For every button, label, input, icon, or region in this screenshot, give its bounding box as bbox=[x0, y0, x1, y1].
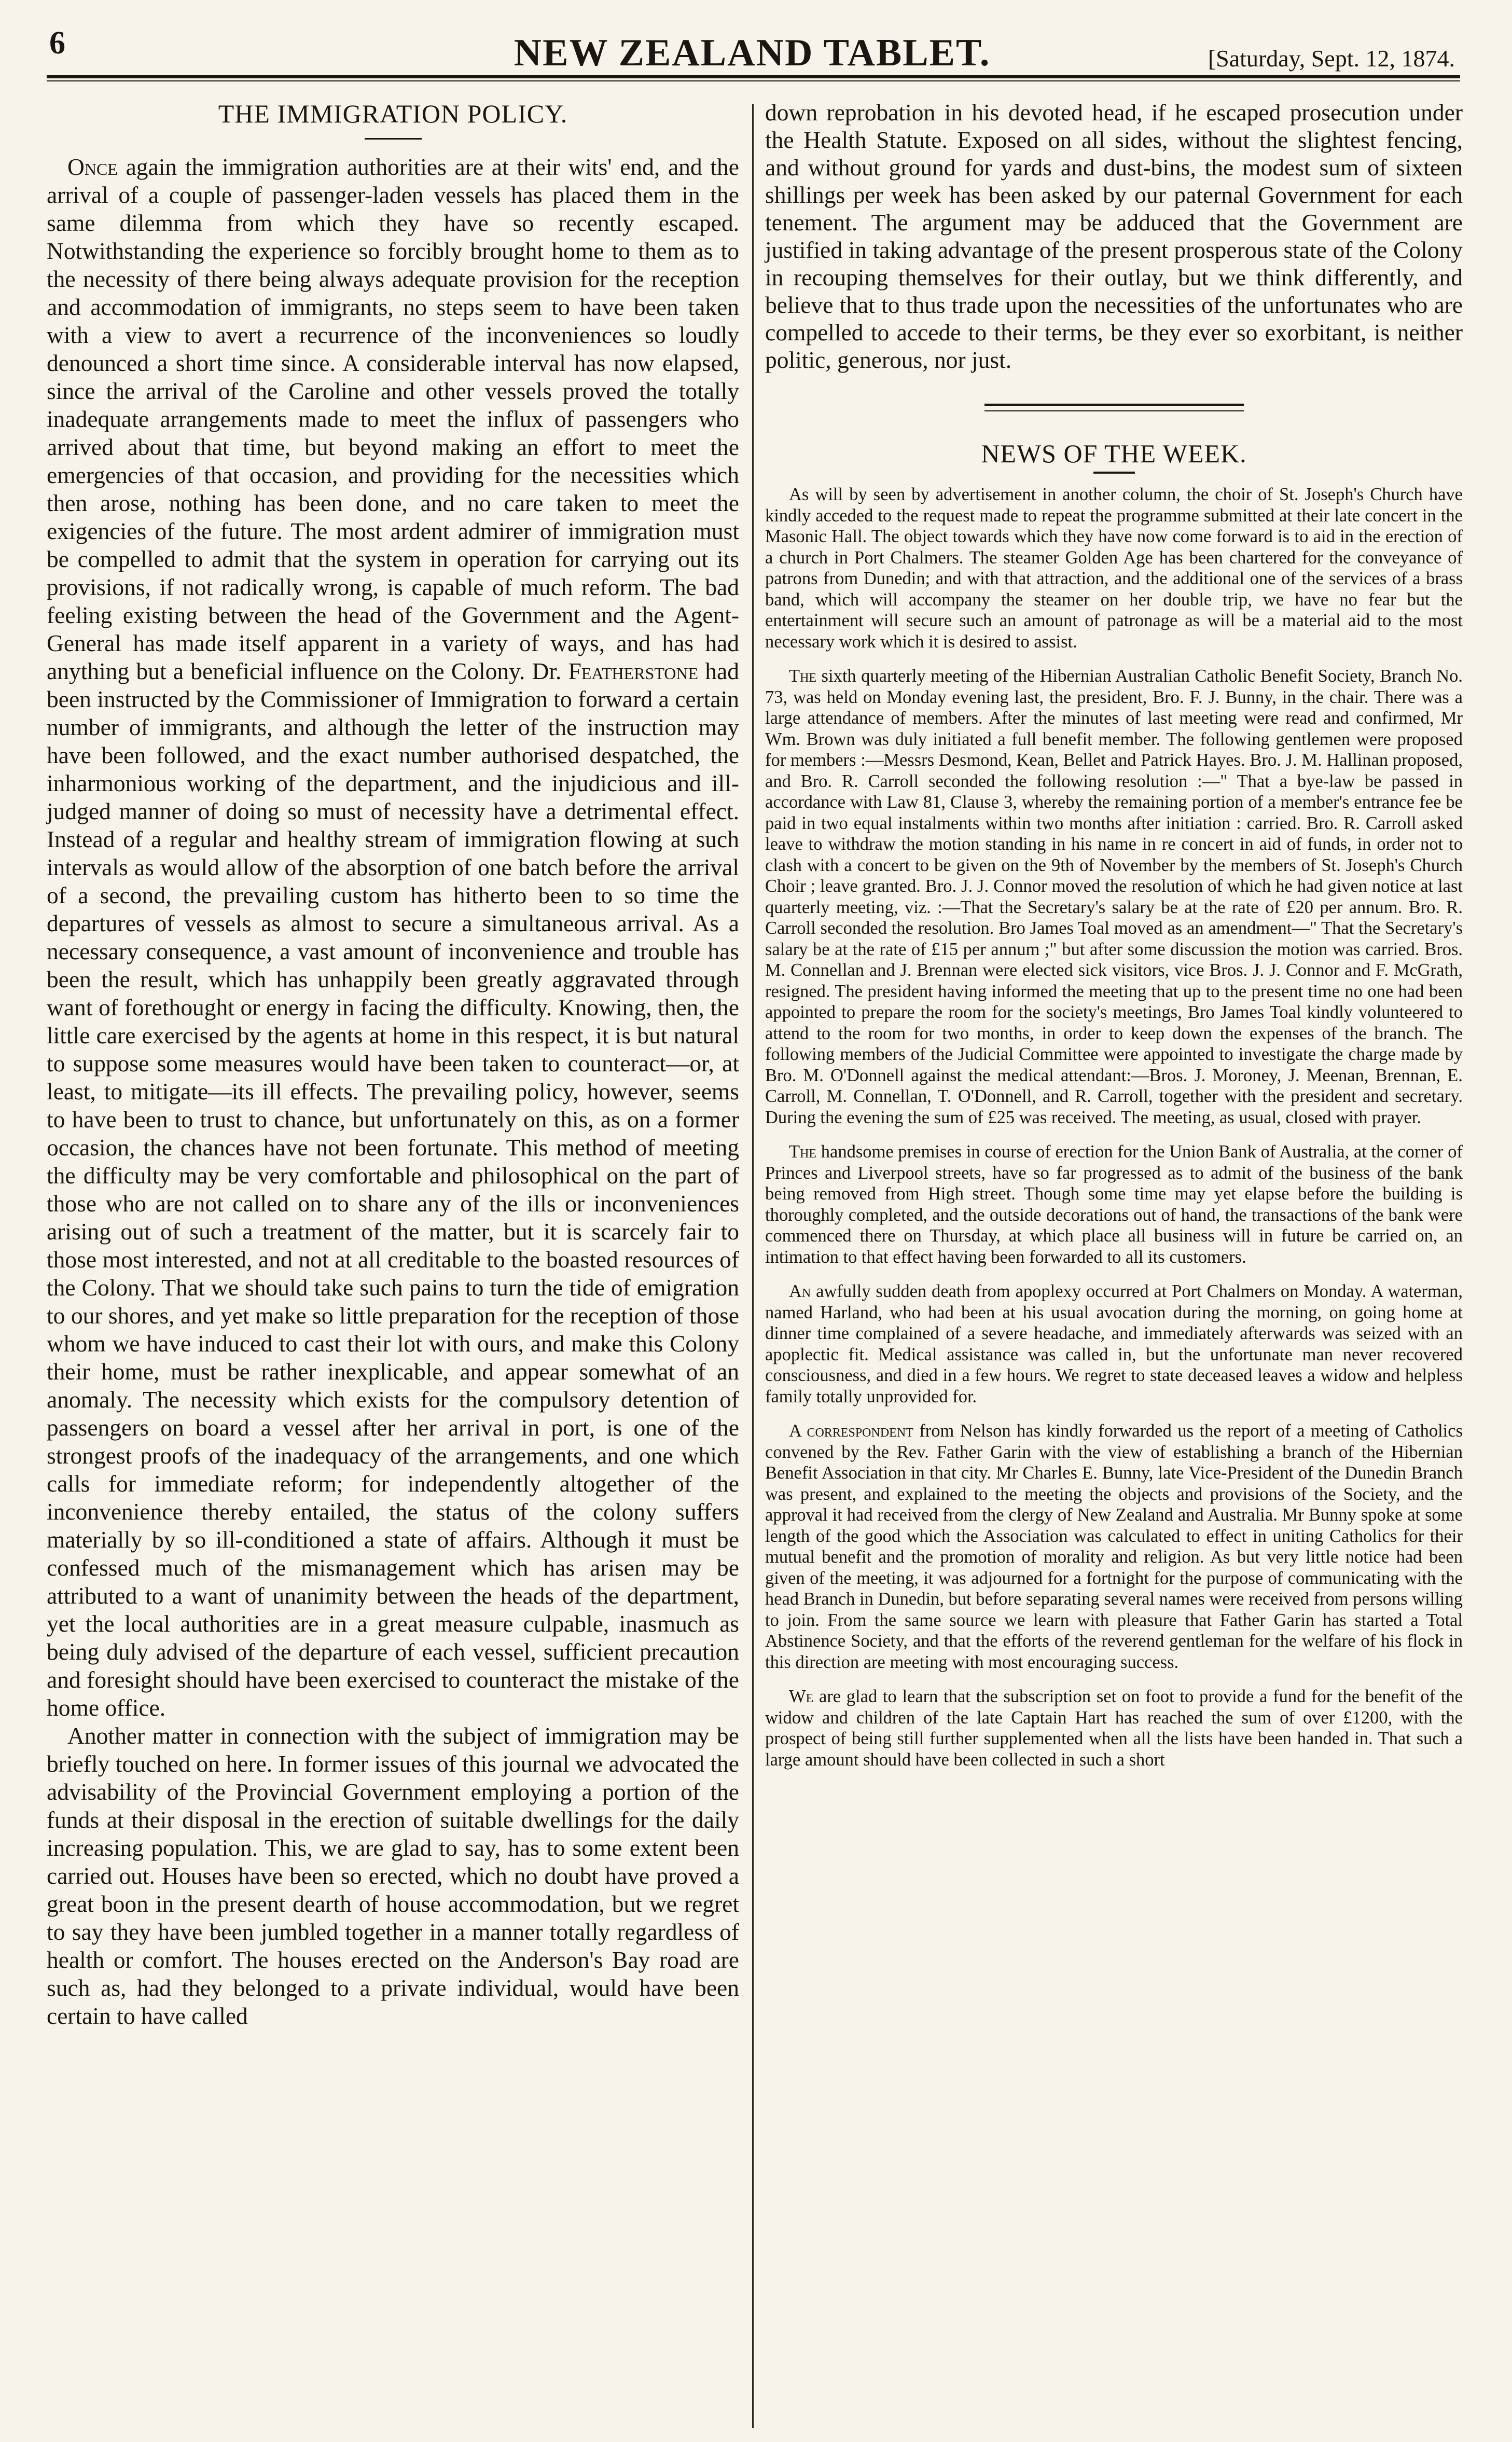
editorial-column bbox=[47, 99, 739, 2030]
news-item: We are glad to learn that the subscription set on foot to provide a fund for the benefit of the widow and children of the late Captain Hart has reached the sum of over £1200, with the prospect of being still further supplemented when all the lists have been handed in. That such a large amount should have been collected in such a short bbox=[765, 1687, 1463, 1770]
news-item: The handsome premises in course of erection for the Union Bank of Australia, at the corner of Princes and Liverpool streets, have so far progressed as to admit of the business of the bank being removed from High street. Though some time may yet elapse before the building is thoroughly completed, and the outside decorations out of hand, the transactions of the bank were commenced there on Thursday, at which place all business will in future be carried on, an intimation to that effect having been forwarded to all its customers. bbox=[765, 1142, 1463, 1267]
editorial-continuation-text: down reprobation in his devoted head, if he escaped prosecution under the Health Statute. Exposed on all sides, without the slightest fencing, and without ground for yards and dust-bins, the modest sum of sixteen shillings per week has been asked by our paternal Government for each tenement. The argument may be adduced that the Government are justified in taking advantage of the present prosperous state of the Colony in recouping themselves for their outlay, but we think differently, and believe that to thus trade upon the necessities of the unfortunates who are compelled to accede to their terms, be they ever so exorbitant, is neither politic, generous, nor just. bbox=[765, 99, 1463, 373]
masthead-rule-thin bbox=[47, 80, 1460, 81]
masthead bbox=[49, 25, 1455, 72]
editorial-continuation bbox=[765, 99, 1463, 374]
issue-date: [Saturday, Sept. 12, 1874. bbox=[1208, 45, 1455, 72]
drop-lead: Once bbox=[67, 154, 118, 180]
news-item: As will by seen by advertisement in another column, the choir of St. Joseph's Church have kindly acceded to the request made to repeat the programme submitted at their late concert in the Masonic Hall. The object towards which they have now come forward is to aid in the erection of a church in Port Chalmers. The steamer Golden Age has been chartered for the conveyance of patrons from Dunedin; and with that attraction, and the additional one of the services of a brass band, which will accompany the steamer on her double trip, we have no fear but the entertainment will secure such an amount of patronage as will be a material aid to the most necessary work which it is desired to assist. bbox=[765, 485, 1463, 652]
editorial-paragraph: Another matter in connection with the subject of immigration may be briefly touched on here. In former issues of this journal we advocated the advisability of the Provincial Government employing a portion of the funds at their disposal in the erection of suitable dwellings for the daily increasing population. This, we are glad to say, has to some extent been carried out. Houses have been so erected, which no doubt have proved a great boon in the present dearth of house accommodation, but we regret to say they have been jumbled together in a manner totally regardless of health or comfort. The houses erected on the Anderson's Bay road are such as, had they belonged to a private individual, would have been certain to have called bbox=[47, 1722, 739, 2029]
headline-rule bbox=[365, 138, 422, 140]
news-item: A correspondent from Nelson has kindly forwarded us the report of a meeting of Catholics convened by the Rev. Father Garin with the view of establishing a branch of the Hibernian Benefit Association in that city. Mr Charles E. Bunny, late Vice-President of the Dunedin Branch was present, and explained to the meeting the objects and provisions of the Society, and the approval it had received from the clergy of New Zealand and Australia. Mr Bunny spoke at some length of the good which the Association was calculated to effect in uniting Catholics for their mutual benefit and the promotion of morality and religion. As but very little notice had been given of the meeting, it was adjourned for a fortnight for the purpose of communicating with the head Branch in Dunedin, but before separating several names were received from persons willing to join. From the same source we learn with pleasure that Father Garin has started a Total Abstinence Society, and that the efforts of the reverend gentleman for the welfare of his flock in this direction are meeting with most encouraging success. bbox=[765, 1421, 1463, 1672]
editorial-paragraph: Once again the immigration authorities are at their wits' end, and the arrival of a couple of passenger-laden vessels has placed them in the same dilemma from which they have so recently escaped. Notwithstanding the experience so forcibly brought home to them as to the necessity of there being always adequate provision for the reception and accommodation of immigrants, no steps seem to have been taken with a view to avert a recurrence of the inconveniences so loudly denounced a short time since. A considerable interval has now elapsed, since the arrival of the Caroline and other vessels proved the totally inadequate arrangements made to meet the influx of passengers who arrived about that time, but beyond making an effort to meet the emergencies of that occasion, and providing for the necessities which then arose, nothing has been done, and no care taken to meet the exigencies of the future. The most ardent admirer of immigration must be compelled to admit that the system in operation for carrying out its provisions, if not radically wrong, is capable of much reform. The bad feeling existing between the head of the Government and the Agent-General has made itself apparent in a variety of ways, and has had anything but a beneficial influence on the Colony. Dr. Featherstone had been instructed by the Commissioner of Immigration to forward a certain number of immigrants, and although the letter of the instruction may have been followed, and the exact number authorised despatched, the inharmonious working of the department, and the injudicious and ill-judged manner of doing so must of necessity have a detrimental effect. Instead of a regular and healthy stream of immigration flowing at such intervals as would allow of the absorption of one batch before the arrival of a second, the prevailing custom has hitherto been to so time the departures of vessels as almost to secure a simultaneous arrival. As a necessary consequence, a vast amount of inconvenience and trouble has been the result, which has unhappily been greatly aggravated through want of forethought or energy in facing the difficulty. Knowing, then, the little care exercised by the agents at home in this respect, it is but natural to suppose some measures would have been taken to counteract—or, at least, to mitigate—its ill effects. The prevailing policy, however, seems to have been to trust to chance, but unfortunately on this, as on a former occasion, the chances have not been fortunate. This method of meeting the difficulty may be very comfortable and philosophical on the part of those who are not called on to share any of the ills or inconveniences arising out of such a treatment of the matter, but it is scarcely fair to those most interested, and not at all creditable to the boasted resources of the Colony. That we should take such pains to turn the tide of emigration to our shores, and yet make so little preparation for the reception of those whom we have induced to cast their lot with ours, and make this Colony their home, must be rather inexplicable, and appear somewhat of an anomaly. The necessity which exists for the compulsory detention of passengers on board a vessel after her arrival in port, is one of the strongest proofs of the inadequacy of the arrangements, and one which calls for immediate reform; for independently altogether of the inconvenience thereby entailed, the status of the colony suffers materially by so ill-conditioned a state of affairs. Although it must be confessed much of the mismanagement which has arisen may be attributed to a want of unanimity between the heads of the department, yet the local authorities are in a great measure culpable, inasmuch as being duly advised of the departure of each vessel, sufficient precaution and foresight should have been exercised to counteract the mistake of the home office. bbox=[47, 154, 739, 1721]
editorial-headline: THE IMMIGRATION POLICY. bbox=[218, 99, 568, 128]
news-headline: NEWS OF THE WEEK. bbox=[981, 439, 1247, 468]
right-column bbox=[765, 99, 1463, 1784]
column-divider bbox=[752, 104, 754, 2428]
news-headline-rule bbox=[1093, 472, 1135, 474]
person-name: Featherstone bbox=[568, 658, 699, 684]
masthead-rule bbox=[47, 75, 1460, 78]
news-item: An awfully sudden death from apoplexy occurred at Port Chalmers on Monday. A waterman, named Harland, who had been at his usual avocation during the morning, on going home at dinner time complained of a severe headache, and immediately afterwards was seized with an apoplectic fit. Medical assistance was called in, but the unfortunate man never recovered consciousness, and died in a few hours. We regret to state deceased leaves a widow and helpless family totally unprovided for. bbox=[765, 1281, 1463, 1406]
section-divider bbox=[984, 404, 1244, 411]
page-number: 6 bbox=[49, 25, 65, 61]
news-item: The sixth quarterly meeting of the Hibernian Australian Catholic Benefit Society, Branch No. 73, was held on Monday evening last, the president, Bro. F. J. Bunny, in the chair. There was a large attendance of members. After the minutes of last meeting were read and confirmed, Mr Wm. Brown was duly initiated a full benefit member. The following gentlemen were proposed for members :—Messrs Desmond, Kean, Bellet and Patrick Hayes. Bro. J. M. Hallinan proposed, and Bro. R. Carroll seconded the following resolution :—" That a bye-law be passed in accordance with Law 81, Clause 3, whereby the remaining portion of a member's entrance fee be paid in two equal instalments within two months after initiation : carried. Bro. R. Carroll asked leave to withdraw the motion standing in his name in re concert in aid of funds, in order not to clash with a concert to be given on the 9th of November by the members of St. Joseph's Church Choir ; leave granted. Bro. J. J. Connor moved the resolution of which he had given notice at last quarterly meeting, viz. :—That the Secretary's salary be at the rate of £20 per annum. Bro. R. Carroll seconded the resolution. Bro James Toal moved as an amendment—" That the Secretary's salary be at the rate of £15 per annum ;" but after some discussion the motion was carried. Bros. M. Connellan and J. Brennan were elected sick visitors, vice Bros. J. J. Connor and F. McGrath, resigned. The president having informed the meeting that up to the present time no one had been appointed to prepare the room for the society's meetings, Bro James Toal kindly volunteered to attend to the room for two months, in order to keep down the expenses of the branch. The following members of the Judicial Committee were appointed to investigate the charge made by Bro. M. O'Donnell against the medical attendant:—Bros. J. Moroney, J. Meenan, Brennan, E. Carroll, M. Connellan, T. O'Donnell, and R. Carroll, together with the president and secretary. During the evening the sum of £25 was received. The meeting, as usual, closed with prayer. bbox=[765, 666, 1463, 1127]
journal-title: NEW ZEALAND TABLET. bbox=[514, 32, 991, 74]
news-items bbox=[765, 484, 1463, 1770]
